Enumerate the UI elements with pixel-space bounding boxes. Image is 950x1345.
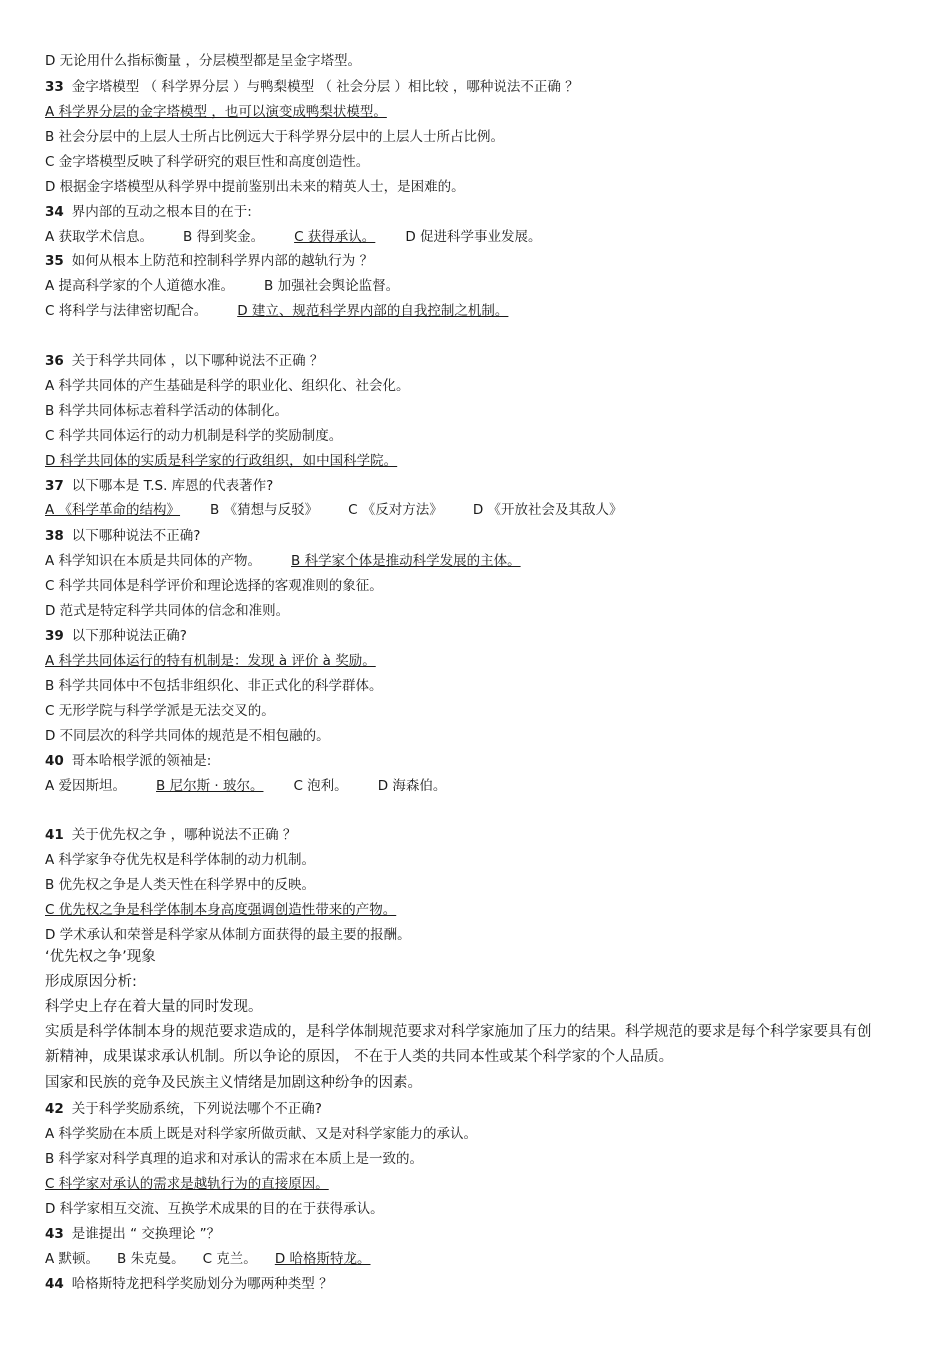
q42-option-d: D 科学家相互交流、互换学术成果的目的在于获得承认。 xyxy=(45,1201,384,1217)
question-42 xyxy=(45,1100,322,1118)
note-heading: ‘优先权之争’现象 xyxy=(45,949,156,965)
note-paragraph: 实质是科学体制本身的规范要求造成的，是科学体制规范要求对科学家施加了压力的结果。科学规范的要求是每个科学家要具有创新精神，成果谋求承认机制。所以争论的原因， 不在于人类的共同本性或某个科学家的个人品质。 xyxy=(45,1024,872,1065)
question-text: 金字塔模型 （ 科学界分层 ）与鸭梨模型 （ 社会分层 ）相比较 ，哪种说法不正确 ？ xyxy=(71,79,579,95)
q38-option-c: C 科学共同体是科学评价和理论选择的客观准则的象征。 xyxy=(45,578,383,594)
question-36 xyxy=(45,352,323,370)
note-paragraph: 国家和民族的竞争及民族主义情绪是加剧这种纷争的因素。 xyxy=(45,1075,422,1091)
question-38 xyxy=(45,527,200,545)
q40-option-d: D 海森伯。 xyxy=(377,778,447,794)
q37-option-c: C 《反对方法》 xyxy=(348,502,443,518)
q33-option-c: C 金字塔模型反映了科学研究的艰巨性和高度创造性。 xyxy=(45,154,370,170)
q35-option-d-answer: D 建立、规范科学界内部的自我控制之机制。 xyxy=(237,303,509,319)
question-text: 哈格斯特龙把科学奖励划分为哪两种类型 ？ xyxy=(71,1276,333,1292)
note-paragraph: 科学史上存在着大量的同时发现。 xyxy=(45,999,263,1015)
question-number: 42 xyxy=(45,1101,64,1117)
q41-option-b: B 优先权之争是人类天性在科学界中的反映。 xyxy=(45,877,316,893)
q34-options xyxy=(45,228,542,246)
question-text: 如何从根本上防范和控制科学界内部的越轨行为 ？ xyxy=(71,253,374,269)
q34-option-a: A 获取学术信息。 xyxy=(45,229,154,245)
question-number: 44 xyxy=(45,1276,64,1292)
q33-option-a-answer: A 科学界分层的金字塔模型 ，也可以演变成鸭梨状模型。 xyxy=(45,104,387,120)
question-43 xyxy=(45,1225,220,1243)
question-number: 39 xyxy=(45,628,64,644)
q42-option-b: B 科学家对科学真理的追求和对承认的需求在本质上是一致的。 xyxy=(45,1151,424,1167)
q37-option-d: D 《开放社会及其敌人》 xyxy=(472,502,623,518)
question-number: 41 xyxy=(45,827,64,843)
q33-option-d: D 根据金字塔模型从科学界中提前鉴别出未来的精英人士，是困难的。 xyxy=(45,179,465,195)
question-34 xyxy=(45,203,252,221)
question-40 xyxy=(45,752,211,770)
question-text: 界内部的互动之根本目的在于: xyxy=(71,204,252,220)
q38-option-b-answer: B 科学家个体是推动科学发展的主体。 xyxy=(291,553,521,569)
q34-option-c-answer: C 获得承认。 xyxy=(294,229,376,245)
question-33 xyxy=(45,78,579,96)
question-number: 35 xyxy=(45,253,64,269)
q43-option-b: B 朱克曼。 xyxy=(117,1251,185,1267)
question-text: 以下哪本是 T.S. 库恩的代表著作? xyxy=(71,478,274,494)
question-number: 43 xyxy=(45,1226,64,1242)
q40-option-a: A 爱因斯坦。 xyxy=(45,778,127,794)
question-number: 40 xyxy=(45,753,64,769)
q43-options xyxy=(45,1250,371,1268)
q43-option-a: A 默顿。 xyxy=(45,1251,100,1267)
question-number: 36 xyxy=(45,353,64,369)
q32-option-d: D 无论用什么指标衡量 ，分层模型都是呈金字塔型。 xyxy=(45,53,361,69)
q39-option-d: D 不同层次的科学共同体的规范是不相包融的。 xyxy=(45,728,330,744)
question-text: 关于优先权之争 ，哪种说法不正确 ？ xyxy=(71,827,297,843)
q34-option-d: D 促进科学事业发展。 xyxy=(405,229,542,245)
question-text: 以下那种说法正确? xyxy=(71,628,187,644)
q36-option-d-answer: D 科学共同体的实质是科学家的行政组织，如中国科学院。 xyxy=(45,453,398,469)
question-text: 关于科学共同体 ，以下哪种说法不正确 ？ xyxy=(71,353,324,369)
q36-option-b: B 科学共同体标志着科学活动的体制化。 xyxy=(45,403,289,419)
question-41 xyxy=(45,826,296,844)
q43-option-c: C 克兰。 xyxy=(202,1251,257,1267)
q39-option-b: B 科学共同体中不包括非组织化、非正式化的科学群体。 xyxy=(45,678,383,694)
q36-option-c: C 科学共同体运行的动力机制是科学的奖励制度。 xyxy=(45,428,343,444)
q41-option-a: A 科学家争夺优先权是科学体制的动力机制。 xyxy=(45,852,316,868)
question-number: 34 xyxy=(45,204,64,220)
q41-option-c-answer: C 优先权之争是科学体制本身高度强调创造性带来的产物。 xyxy=(45,902,397,918)
question-number: 38 xyxy=(45,528,64,544)
q38-option-a: A 科学知识在本质是共同体的产物。 xyxy=(45,553,262,569)
question-number: 37 xyxy=(45,478,64,494)
q38-options-ab xyxy=(45,552,521,570)
question-text: 哥本哈根学派的领袖是: xyxy=(71,753,212,769)
q37-option-a-answer: A 《科学革命的结构》 xyxy=(45,502,181,518)
q35-option-b: B 加强社会舆论监督。 xyxy=(264,278,400,294)
note-subheading: 形成原因分析: xyxy=(45,974,137,990)
question-35 xyxy=(45,252,373,270)
q38-option-d: D 范式是特定科学共同体的信念和准则。 xyxy=(45,603,290,619)
q43-option-d-answer: D 哈格斯特龙。 xyxy=(274,1251,371,1267)
question-text: 以下哪种说法不正确? xyxy=(71,528,201,544)
q39-option-c: C 无形学院与科学学派是无法交叉的。 xyxy=(45,703,275,719)
question-44 xyxy=(45,1275,333,1293)
q33-option-b: B 社会分层中的上层人士所占比例远大于科学界分层中的上层人士所占比例。 xyxy=(45,129,505,145)
q42-option-c-answer: C 科学家对承认的需求是越轨行为的直接原因。 xyxy=(45,1176,329,1192)
question-37 xyxy=(45,477,273,495)
question-number: 33 xyxy=(45,79,64,95)
q35-option-a: A 提高科学家的个人道德水准。 xyxy=(45,278,235,294)
q42-option-a: A 科学奖励在本质上既是对科学家所做贡献、又是对科学家能力的承认。 xyxy=(45,1126,478,1142)
q35-options-cd xyxy=(45,302,508,320)
question-39 xyxy=(45,627,187,645)
q34-option-b: B 得到奖金。 xyxy=(183,229,265,245)
q40-options xyxy=(45,777,446,795)
question-text: 是谁提出 “ 交换理论 ”？ xyxy=(71,1226,221,1242)
q39-option-a-answer: A 科学共同体运行的特有机制是：发现 à 评价 à 奖励。 xyxy=(45,653,376,669)
q35-options-ab xyxy=(45,277,399,295)
q40-option-c: C 泡利。 xyxy=(293,778,348,794)
q37-options xyxy=(45,501,623,519)
q37-option-b: B 《猜想与反驳》 xyxy=(210,502,319,518)
q40-option-b-answer: B 尼尔斯 · 玻尔。 xyxy=(156,778,264,794)
q36-option-a: A 科学共同体的产生基础是科学的职业化、组织化、社会化。 xyxy=(45,378,410,394)
q35-option-c: C 将科学与法律密切配合。 xyxy=(45,303,208,319)
question-text: 关于科学奖励系统，下列说法哪个不正确? xyxy=(71,1101,322,1117)
q41-option-d: D 学术承认和荣誉是科学家从体制方面获得的最主要的报酬。 xyxy=(45,927,411,943)
